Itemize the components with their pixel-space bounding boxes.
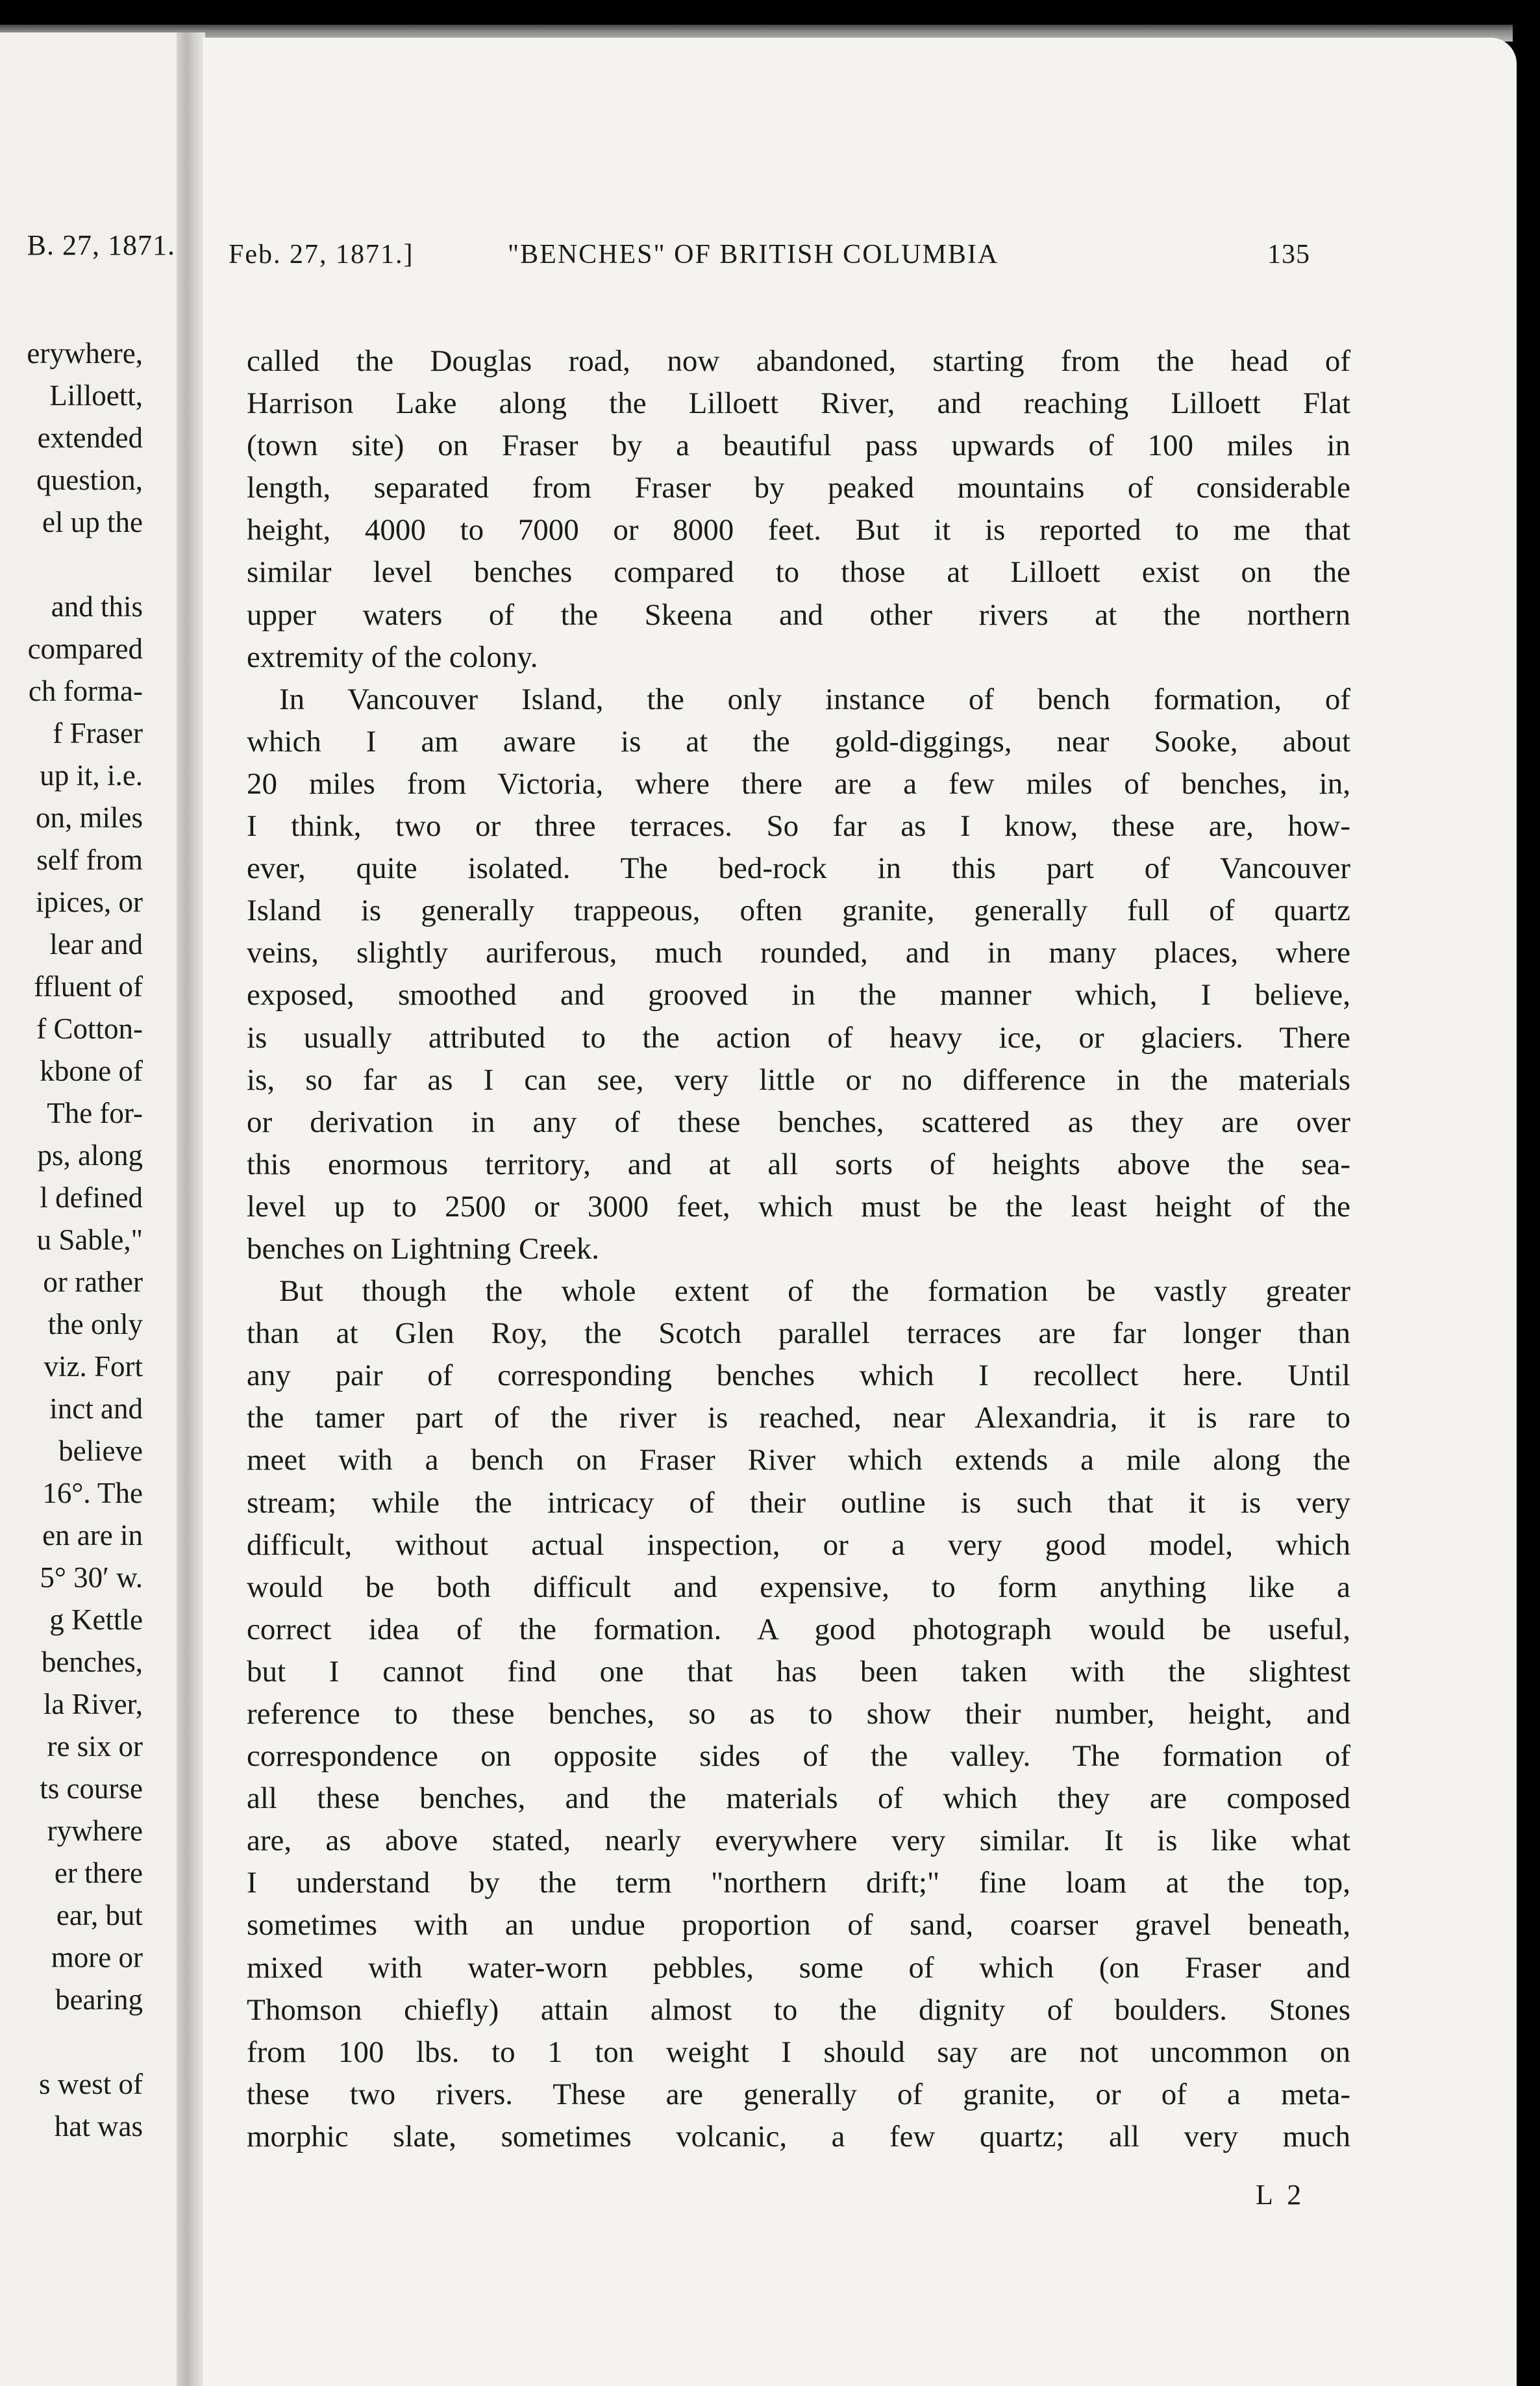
left-text-line: lear and [49, 928, 143, 961]
text-line: veins, slightly auriferous, much rounded, and in many places, where [247, 936, 1350, 970]
left-text-line [0, 2021, 143, 2063]
left-text-line: g Kettle [49, 1603, 143, 1636]
left-text-line: and this [51, 590, 143, 623]
left-text-line: f Fraser [53, 717, 143, 749]
left-text-line: l defined [40, 1181, 143, 1214]
left-text-line: el up the [42, 506, 143, 538]
text-line: are, as above stated, nearly everywhere very similar. It is like what [247, 1824, 1350, 1858]
text-line: all these benches, and the materials of which they are composed [247, 1781, 1350, 1816]
text-line: Harrison Lake along the Lilloett River, and reaching Lilloett Flat [247, 386, 1350, 421]
running-head-title: "BENCHES" OF BRITISH COLUMBIA [508, 240, 999, 270]
left-text-line: ts course [40, 1772, 143, 1805]
left-text-line: viz. Fort [43, 1350, 143, 1383]
left-text-line: bearing [55, 1983, 143, 2016]
text-line: would be both difficult and expensive, to form anything like a [247, 1570, 1350, 1604]
text-line: Thomson chiefly) attain almost to the dignity of boulders. Stones [247, 1992, 1350, 2027]
text-line: this enormous territory, and at all sorts of heights above the sea- [247, 1147, 1350, 1181]
text-line: called the Douglas road, now abandoned, starting from the head of [247, 344, 1350, 378]
text-line: difficult, without actual inspection, or a very good model, which [247, 1527, 1350, 1562]
text-line: mixed with water-worn pebbles, some of which (on Fraser and [247, 1950, 1350, 1985]
body-text [247, 340, 1350, 2158]
text-line: is, so far as I can see, very little or no difference in the materials [247, 1062, 1350, 1097]
left-text-line: er there [54, 1857, 143, 1889]
left-text-line: or rather [43, 1266, 143, 1298]
text-line: exposed, smoothed and grooved in the manner which, I believe, [247, 978, 1350, 1012]
text-line: But though the whole extent of the formation be vastly greater [279, 1274, 1350, 1309]
left-running-head: B. 27, 1871. [27, 229, 175, 261]
text-line: I think, two or three terraces. So far as I know, these are, how- [247, 809, 1350, 844]
text-line: than at Glen Roy, the Scotch parallel terraces are far longer than [247, 1316, 1350, 1351]
left-text-line: hat was [54, 2110, 143, 2142]
text-line: the tamer part of the river is reached, near Alexandria, it is rare to [247, 1401, 1350, 1435]
left-text-line: 5° 30′ w. [40, 1561, 143, 1594]
text-line: reference to these benches, so as to show their number, height, and [247, 1697, 1350, 1731]
left-text-line: on, miles [36, 801, 143, 834]
book-gutter [177, 32, 205, 2386]
text-line: sometimes with an undue proportion of sand, coarser gravel beneath, [247, 1908, 1350, 1942]
running-head [229, 239, 1332, 278]
left-text-line: ipices, or [36, 886, 143, 918]
left-text-line: f Cotton- [36, 1012, 143, 1045]
left-page-text [0, 333, 143, 2148]
text-line: meet with a bench on Fraser River which extends a mile along the [247, 1443, 1350, 1477]
text-line: any pair of corresponding benches which I recollect here. Until [247, 1359, 1350, 1393]
left-text-line: the only [47, 1308, 143, 1340]
text-line: height, 4000 to 7000 or 8000 feet. But it is reported to me that [247, 513, 1350, 547]
text-line: benches on Lightning Creek. [247, 1231, 599, 1266]
left-text-line: en are in [42, 1519, 143, 1551]
signature-mark: L 2 [1256, 2179, 1306, 2211]
text-line: (town site) on Fraser by a beautiful pass upwards of 100 miles in [247, 429, 1350, 463]
text-line: extremity of the colony. [247, 640, 538, 674]
left-text-line: Lilloett, [49, 379, 143, 412]
page-number: 135 [1267, 240, 1310, 270]
left-text-line: s west of [39, 2068, 143, 2100]
left-text-line: la River, [43, 1688, 143, 1720]
left-text-line: compared [27, 633, 143, 665]
left-text-line: The for- [47, 1097, 143, 1129]
left-text-line: up it, i.e. [40, 759, 143, 792]
text-line: length, separated from Fraser by peaked mountains of considerable [247, 471, 1350, 505]
left-text-line: more or [51, 1941, 143, 1974]
left-text-line: extended [37, 421, 143, 454]
left-text-line [0, 544, 143, 586]
left-text-line: kbone of [40, 1055, 143, 1087]
text-line: these two rivers. These are generally of granite, or of a meta- [247, 2077, 1350, 2111]
text-line: level up to 2500 or 3000 feet, which must be the least height of the [247, 1189, 1350, 1224]
text-line: similar level benches compared to those at Lilloett exist on the [247, 555, 1350, 590]
left-page-fragment [0, 32, 195, 2386]
left-text-line: inct and [49, 1392, 143, 1425]
running-head-date: Feb. 27, 1871.] [229, 240, 414, 270]
text-line: stream; while the intricacy of their outline is such that it is very [247, 1485, 1350, 1520]
text-line: correspondence on opposite sides of the valley. The formation of [247, 1739, 1350, 1774]
left-text-line: self from [36, 844, 143, 876]
text-line: upper waters of the Skeena and other rivers at the northern [247, 597, 1350, 632]
text-line: Island is generally trappeous, often granite, generally full of quartz [247, 894, 1350, 928]
left-text-line: u Sable," [36, 1224, 143, 1256]
text-line: is usually attributed to the action of heavy ice, or glaciers. There [247, 1020, 1350, 1055]
left-text-line: believe [58, 1435, 143, 1467]
text-line: from 100 lbs. to 1 ton weight I should say are not uncommon on [247, 2035, 1350, 2069]
left-text-line: ffluent of [34, 970, 143, 1003]
left-text-line: rywhere [47, 1815, 143, 1847]
text-line: ever, quite isolated. The bed-rock in this part of Vancouver [247, 851, 1350, 886]
left-text-line: question, [36, 464, 143, 496]
text-line: but I cannot find one that has been taken with the slightest [247, 1654, 1350, 1689]
left-text-line: re six or [47, 1730, 143, 1763]
left-text-line: benches, [41, 1646, 143, 1678]
left-text-line: 16°. The [42, 1477, 143, 1509]
text-line: or derivation in any of these benches, scattered as they are over [247, 1105, 1350, 1139]
left-text-line: ear, but [56, 1899, 143, 1931]
left-text-line: ch forma- [28, 675, 143, 707]
right-page [203, 38, 1517, 2386]
left-text-line: erywhere, [27, 337, 143, 370]
text-line: morphic slate, sometimes volcanic, a few quartz; all very much [247, 2119, 1350, 2154]
text-line: 20 miles from Victoria, where there are a few miles of benches, in, [247, 766, 1350, 801]
left-text-line: ps, along [37, 1139, 143, 1172]
text-line: correct idea of the formation. A good photograph would be useful, [247, 1612, 1350, 1646]
text-line: which I am aware is at the gold-diggings, near Sooke, about [247, 724, 1350, 759]
text-line: In Vancouver Island, the only instance of bench formation, of [279, 682, 1350, 716]
text-line: I understand by the term "northern drift;" fine loam at the top, [247, 1866, 1350, 1900]
